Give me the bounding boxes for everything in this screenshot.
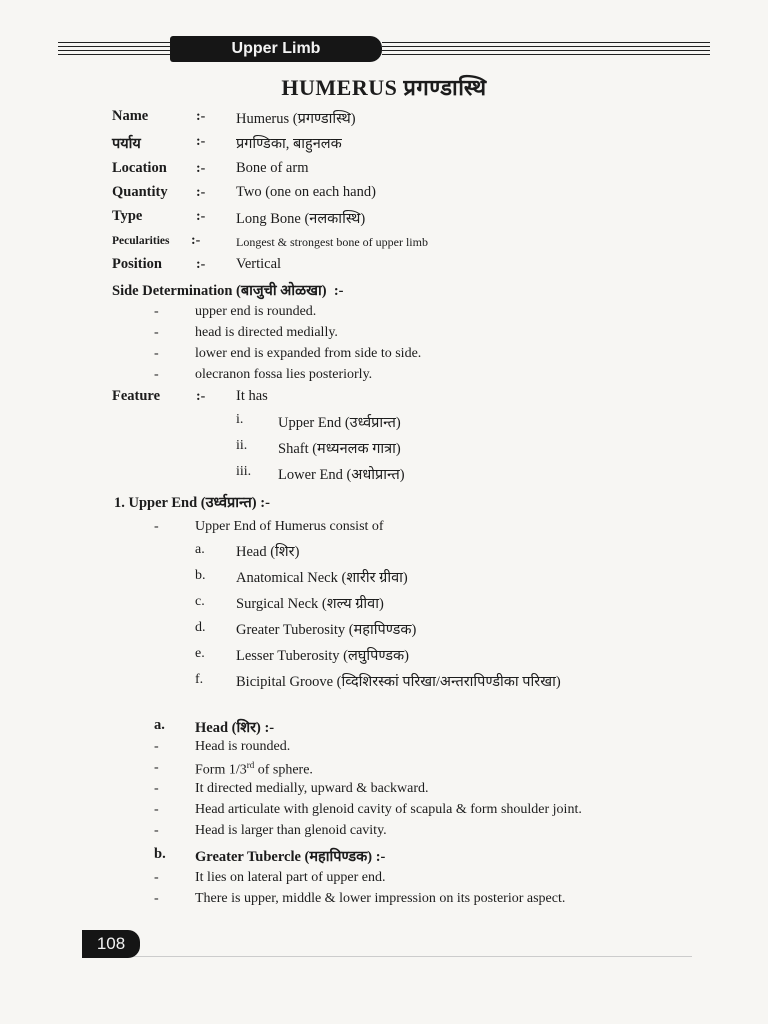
bullet-dash: - [154, 802, 159, 817]
header-rule-right [382, 40, 710, 58]
bullet-dash: - [154, 519, 159, 534]
part-item: Anatomical Neck (शारीर ग्रीवा) [236, 570, 408, 586]
info-separator: :- [196, 257, 206, 272]
part-letter: c. [195, 594, 205, 609]
head-heading: Head (शिर) :- [195, 720, 275, 736]
info-label: Quantity [112, 184, 168, 200]
list-item: upper end is rounded. [195, 304, 317, 319]
page-number: 108 [82, 930, 140, 958]
info-value: Humerus (प्रगण्डास्थि) [236, 111, 356, 127]
feature-item: Lower End (अधोप्रान्त) [278, 467, 405, 483]
side-determination-heading: Side Determination (बाजुची ओळखा) :- [112, 283, 344, 299]
part-letter: b. [195, 568, 206, 583]
info-value: Longest & strongest bone of upper limb [236, 235, 428, 249]
part-item: Surgical Neck (शल्य ग्रीवा) [236, 596, 384, 612]
info-value: Vertical [236, 256, 282, 272]
info-label: Location [112, 160, 167, 176]
list-item: Head is rounded. [195, 739, 291, 754]
tubercle-heading: Greater Tubercle (महापिण्डक) :- [195, 849, 386, 865]
feature-label: Feature [112, 388, 161, 404]
list-item: olecranon fossa lies posteriorly. [195, 367, 373, 382]
header-rule-left [58, 40, 170, 58]
feature-num: ii. [236, 438, 248, 453]
info-separator: :- [196, 109, 206, 124]
footer-rule [82, 956, 692, 957]
list-item: head is directed medially. [195, 325, 338, 340]
bullet-dash: - [154, 823, 159, 838]
part-letter: a. [195, 542, 205, 557]
bullet-dash: - [154, 870, 159, 885]
bullet-dash: - [154, 739, 159, 754]
part-item: Greater Tuberosity (महापिण्डक) [236, 622, 417, 638]
info-label: Type [112, 208, 143, 224]
feature-num: i. [236, 412, 244, 427]
info-value: Two (one on each hand) [236, 184, 376, 200]
info-separator: :- [196, 209, 206, 224]
info-separator: :- [196, 134, 206, 149]
bullet-dash: - [154, 367, 159, 382]
bullet-dash: - [154, 760, 159, 775]
feature-separator: :- [196, 389, 206, 404]
bullet-dash: - [154, 346, 159, 361]
list-item: There is upper, middle & lower impression on its posterior aspect. [195, 891, 566, 906]
upper-end-intro: Upper End of Humerus consist of [195, 519, 384, 534]
list-item: lower end is expanded from side to side. [195, 346, 422, 361]
feature-num: iii. [236, 464, 252, 479]
part-letter: e. [195, 646, 205, 661]
list-item: It directed medially, upward & backward. [195, 781, 429, 796]
section-tab: Upper Limb [170, 36, 382, 62]
tubercle-letter: b. [154, 846, 166, 862]
info-label: Position [112, 256, 162, 272]
feature-item: Shaft (मध्यनलक गात्रा) [278, 441, 401, 457]
part-letter: f. [195, 672, 204, 687]
info-label: Pecularities [112, 235, 170, 247]
list-item: It lies on lateral part of upper end. [195, 870, 386, 885]
bullet-dash: - [154, 325, 159, 340]
upper-end-heading: 1. Upper End (उर्ध्वप्रान्त) :- [114, 495, 270, 511]
info-label: Name [112, 108, 149, 124]
info-label: पर्याय [112, 136, 141, 152]
head-letter: a. [154, 717, 165, 733]
bullet-dash: - [154, 304, 159, 319]
info-separator: :- [191, 233, 201, 248]
bullet-dash: - [154, 781, 159, 796]
list-item: Head is larger than glenoid cavity. [195, 823, 387, 838]
info-value: प्रगण्डिका, बाहुनलक [236, 136, 342, 152]
info-separator: :- [196, 185, 206, 200]
part-item: Lesser Tuberosity (लघुपिण्डक) [236, 648, 409, 664]
part-item: Head (शिर) [236, 544, 300, 560]
info-value: Long Bone (नलकास्थि) [236, 211, 366, 227]
feature-intro: It has [236, 388, 268, 404]
part-item: Bicipital Groove (व्दिशिरस्कां परिखा/अन्तरापिण्डीका परिखा) [236, 674, 561, 690]
bullet-dash: - [154, 891, 159, 906]
part-letter: d. [195, 620, 206, 635]
list-item: Form 1/3rd of sphere. [195, 760, 313, 778]
feature-item: Upper End (उर्ध्वप्रान्त) [278, 415, 401, 431]
info-value: Bone of arm [236, 160, 309, 176]
list-item: Head articulate with glenoid cavity of scapula & form shoulder joint. [195, 802, 582, 817]
info-separator: :- [196, 161, 206, 176]
page-title: HUMERUS प्रगण्डास्थि [281, 75, 487, 100]
